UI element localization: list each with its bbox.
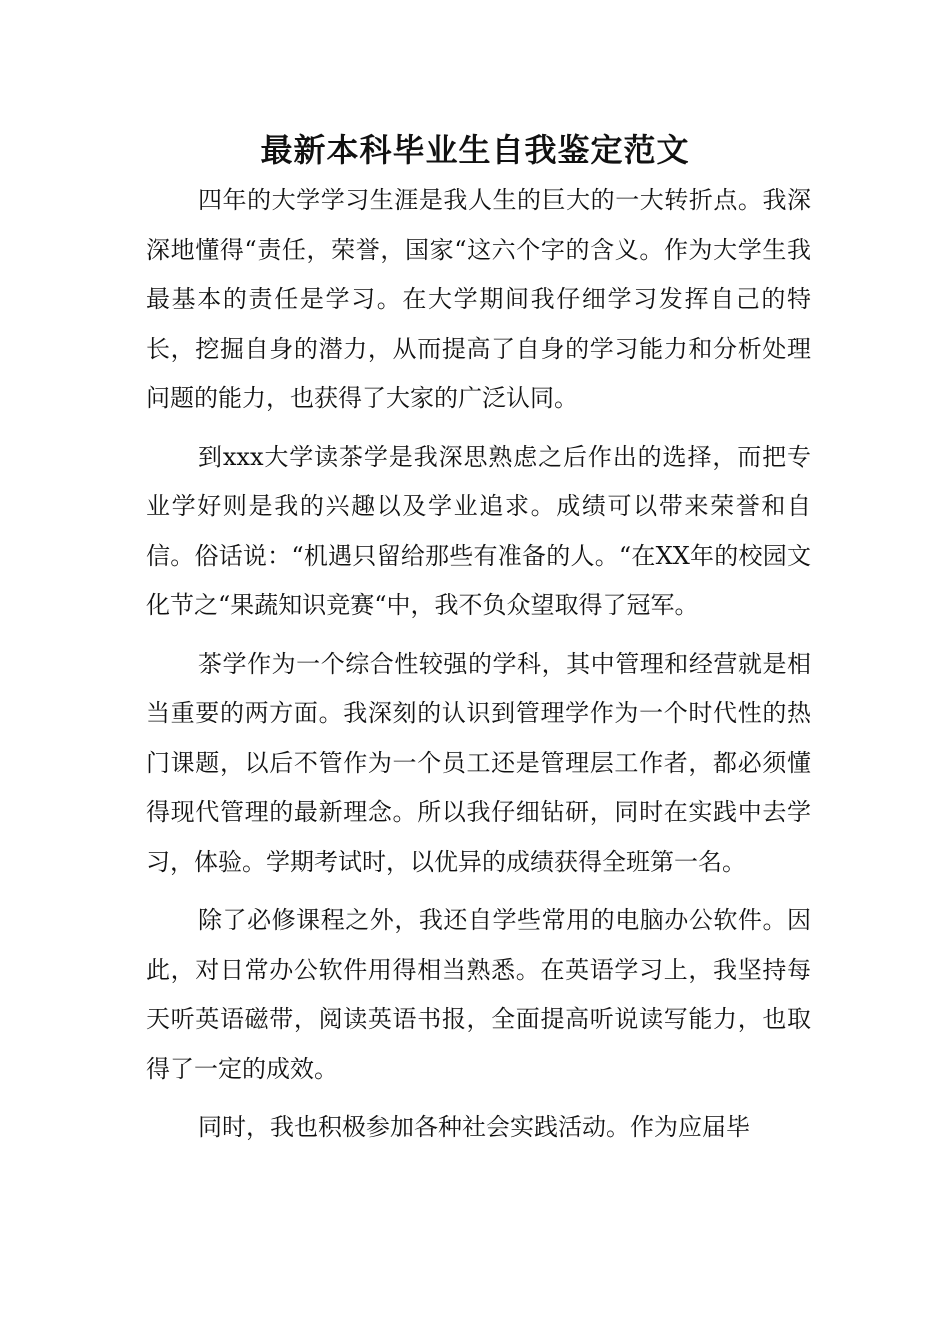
document-body xyxy=(146,176,811,1162)
paragraph-2: 到xxx大学读茶学是我深思熟虑之后作出的选择，而把专业学好则是我的兴趣以及学业追求。成绩可以带来荣誉和自信。俗话说：“机遇只留给那些有准备的人。“在XX年的校园文化节之“果蔬知识竞赛“中，我不负众望取得了冠军。 xyxy=(146,442,811,619)
paragraph-5: 同时，我也积极参加各种社会实践活动。作为应届毕 xyxy=(198,1113,750,1141)
paragraph-4: 除了必修课程之外，我还自学些常用的电脑办公软件。因此，对日常办公软件用得相当熟悉。在英语学习上，我坚持每天听英语磁带，阅读英语书报，全面提高听说读写能力，也取得了一定的成效。 xyxy=(146,906,811,1083)
paragraph-1: 四年的大学学习生涯是我人生的巨大的一大转折点。我深深地懂得“责任，荣誉，国家“这六个字的含义。作为大学生我最基本的责任是学习。在大学期间我仔细学习发挥自己的特长，挖掘自身的潜力，从而提高了自身的学习能力和分析处理问题的能力，也获得了大家的广泛认同。 xyxy=(146,186,811,412)
document-title: 最新本科毕业生自我鉴定范文 xyxy=(260,131,690,169)
paragraph-3: 茶学作为一个综合性较强的学科，其中管理和经营就是相当重要的两方面。我深刻的认识到管理学作为一个时代性的热门课题，以后不管作为一个员工还是管理层工作者，都必须懂得现代管理的最新理念。所以我仔细钻研，同时在实践中去学习，体验。学期考试时，以优异的成绩获得全班第一名。 xyxy=(146,649,811,876)
